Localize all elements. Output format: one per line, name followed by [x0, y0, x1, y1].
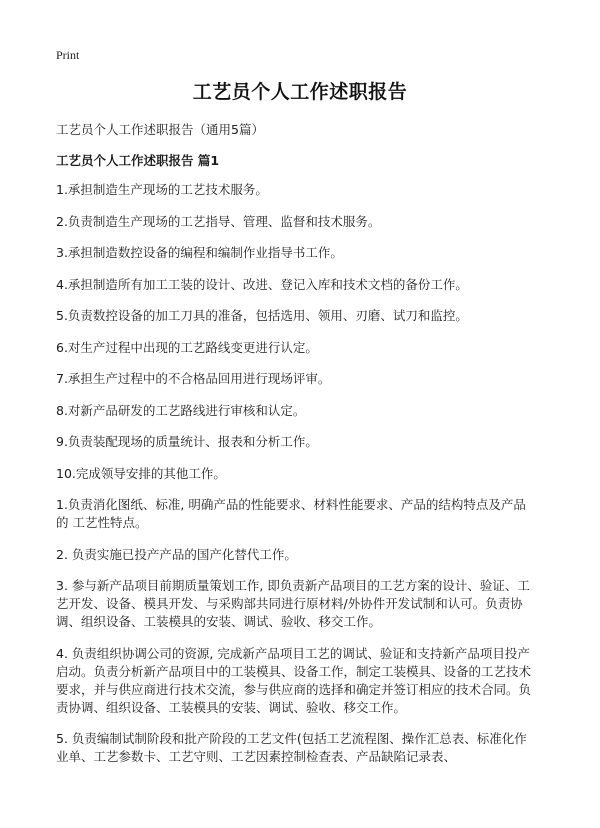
list-item: 1.负责消化图纸、标准, 明确产品的性能要求、材料性能要求、产品的结构特点及产品的 工艺性特点。: [56, 497, 526, 530]
list-item: 10.完成领导安排的其他工作。: [56, 465, 226, 481]
print-link[interactable]: Print: [56, 48, 80, 62]
list-item: 5.负责数控设备的加工刀具的准备，包括选用、领用、刃磨、试刀和监控。: [56, 308, 468, 323]
list-item: 8.对新产品研发的工艺路线进行审核和认定。: [56, 402, 306, 418]
list-item: 4.承担制造所有加工工装的设计、改进、登记入库和技术文档的备份工作。: [56, 276, 468, 292]
document-subtitle: 工艺员个人工作述职报告（通用5篇）: [56, 122, 264, 137]
list-item: 1.承担制造生产现场的工艺技术服务。: [56, 182, 268, 197]
list-item: 3. 参与新产品项目前期质量策划工作, 即负责新产品项目的工艺方案的设计、验证、工艺开发、设备、模具开发、与采购部共同进行原材料/外协件开发试制和认可。负责协调、组织设备、工装模具的安装、调试、验收、移交工作。: [56, 578, 530, 629]
list-item: 5. 负责编制试制阶段和批产阶段的工艺文件(包括工艺流程图、操作汇总表、标准化作业单、工艺参数卡、工艺守则、工艺因素控制检查表、产品缺陷记录表、: [56, 731, 527, 764]
document-title: 工艺员个人工作述职报告: [192, 81, 408, 103]
list-item: 2. 负责实施已投产产品的国产化替代工作。: [56, 546, 297, 562]
list-item: 7.承担生产过程中的不合格品回用进行现场评审。: [56, 371, 331, 386]
list-item: 4. 负责组织协调公司的资源, 完成新产品项目工艺的调试、验证和支持新产品项目投产启动。负责分析新产品项目中的工装模具、设备工作，制定工装模具、设备的工艺技术要求，并与供应商进行技术交流，参与供应商的选择和确定并签订相应的技术合同。负责协调、组织设备、工装模具的安装、调试、验收、移交工作。: [56, 645, 532, 715]
duty-list: [56, 181, 538, 780]
section-heading: 工艺员个人工作述职报告 篇1: [56, 153, 220, 168]
list-item: 2.负责制造生产现场的工艺指导、管理、监督和技术服务。: [56, 213, 381, 229]
list-item: 3.承担制造数控设备的编程和编制作业指导书工作。: [56, 245, 343, 260]
list-item: 6.对生产过程中出现的工艺路线变更进行认定。: [56, 339, 318, 355]
list-item: 9.负责装配现场的质量统计、报表和分析工作。: [56, 434, 318, 449]
